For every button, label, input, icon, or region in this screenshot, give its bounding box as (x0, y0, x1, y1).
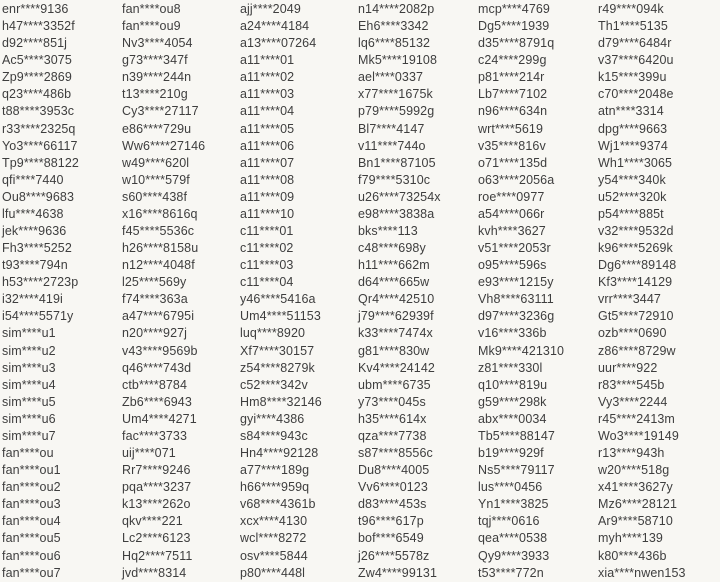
masked-user-id: uur****922 (598, 360, 658, 375)
masked-user-id: Dg5****1939 (478, 19, 550, 34)
masked-user-id: l25****569y (122, 275, 187, 290)
masked-user-id: Vy3****2244 (598, 394, 668, 409)
masked-user-id: c48****698y (358, 241, 426, 256)
masked-user-id: Cy3****27117 (122, 104, 199, 119)
masked-user-id: lus****0456 (478, 480, 543, 495)
masked-user-id: p81****214r (478, 70, 545, 85)
masked-user-id: x16****8616q (122, 206, 198, 221)
masked-user-id: x41****3627y (598, 480, 673, 495)
masked-user-id: Tb5****88147 (478, 428, 555, 443)
masked-user-id: fan****ou7 (2, 565, 61, 580)
masked-user-id: h53****2723p (2, 275, 79, 290)
masked-user-id: fan****ou4 (2, 514, 61, 529)
masked-user-id: v16****336b (478, 326, 547, 341)
masked-user-id: Ww6****27146 (122, 138, 206, 153)
masked-user-id: Hq2****7511 (122, 548, 193, 563)
masked-user-id: s60****438f (122, 189, 188, 204)
masked-user-id: Qr4****42510 (358, 292, 435, 307)
user-id-column-1 (0, 1, 120, 582)
masked-user-id: osv****5844 (240, 548, 308, 563)
masked-user-id: fan****ou3 (2, 497, 61, 512)
masked-user-id: f74****363a (122, 292, 188, 307)
masked-user-id: r45****2413m (598, 411, 675, 426)
masked-user-id: bof****6549 (358, 531, 424, 546)
masked-user-id: n39****244n (122, 70, 192, 85)
masked-user-id: Lb7****7102 (478, 87, 548, 102)
masked-user-id: enr****9136 (2, 2, 69, 16)
masked-user-id: Eh6****3342 (358, 19, 429, 34)
masked-user-id: Th1****5135 (598, 19, 668, 34)
masked-user-id: k80****436b (598, 548, 667, 563)
masked-user-id: Zw4****99131 (358, 565, 438, 580)
masked-user-id: b19****929f (478, 446, 544, 461)
masked-user-id: fan****ou8 (122, 2, 181, 16)
masked-user-id: ozb****0690 (598, 326, 667, 341)
masked-user-id: kvh****3627 (478, 224, 546, 239)
masked-user-id: y46****5416a (240, 292, 316, 307)
masked-user-id: Bl7****4147 (358, 121, 425, 136)
masked-user-id: a24****4184 (240, 19, 310, 34)
masked-user-id: q23****486b (2, 87, 72, 102)
masked-user-id: Kv4****24142 (358, 360, 435, 375)
masked-user-id: vrr****3447 (598, 292, 661, 307)
masked-user-id: v32****9532d (598, 224, 674, 239)
masked-user-id: wrt****5619 (478, 121, 544, 136)
masked-user-id: a11****01 (240, 53, 295, 68)
masked-user-id: Zp9****2869 (2, 70, 72, 85)
masked-user-id: abx****0034 (478, 411, 547, 426)
masked-user-id: w49****620l (122, 155, 190, 170)
masked-user-id: sim****u3 (2, 360, 56, 375)
masked-user-id: gyi****4386 (240, 411, 305, 426)
masked-user-id: jek****9636 (2, 224, 67, 239)
masked-user-id: Ns5****79117 (478, 463, 555, 478)
masked-user-id: v11****744o (358, 138, 426, 153)
masked-user-id: a11****08 (240, 172, 295, 187)
masked-user-id: w10****579f (122, 172, 190, 187)
masked-user-id: Bn1****87105 (358, 155, 436, 170)
masked-user-id: a54****066r (478, 206, 545, 221)
masked-user-id: h66****959q (240, 480, 310, 495)
masked-user-id: e98****3838a (358, 206, 435, 221)
masked-user-id: Kf3****14129 (598, 275, 673, 290)
masked-user-id: o63****2056a (478, 172, 555, 187)
masked-user-id: c11****01 (240, 224, 294, 239)
masked-user-id: r49****094k (598, 2, 664, 16)
masked-user-id: mcp****4769 (478, 2, 550, 16)
masked-user-id: s87****8556c (358, 446, 433, 461)
masked-user-id: fan****ou6 (2, 548, 61, 563)
masked-user-id: v37****6420u (598, 53, 674, 68)
masked-user-id: Du8****4005 (358, 463, 430, 478)
masked-user-id: z81****330l (478, 360, 543, 375)
user-id-column-5 (476, 1, 596, 582)
masked-user-id: j79****62939f (358, 309, 434, 324)
masked-user-id: Xf7****30157 (240, 343, 315, 358)
masked-user-id: jvd****8314 (122, 565, 187, 580)
masked-user-id: qza****7738 (358, 428, 427, 443)
masked-user-id: Yn1****3825 (478, 497, 549, 512)
masked-user-id: s84****943c (240, 428, 308, 443)
masked-user-id: c24****299g (478, 53, 547, 68)
masked-user-id: Vv6****0123 (358, 480, 428, 495)
masked-user-id: p79****5992g (358, 104, 435, 119)
masked-user-id: Qy9****3933 (478, 548, 550, 563)
masked-user-id: y54****340k (598, 172, 666, 187)
masked-user-id: t96****617p (358, 514, 424, 529)
masked-user-id: fan****ou1 (2, 463, 61, 478)
masked-user-id: Dg6****89148 (598, 258, 677, 273)
masked-user-id: sim****u2 (2, 343, 56, 358)
masked-user-id: c11****04 (240, 275, 294, 290)
masked-user-id: ajj****2049 (240, 2, 301, 16)
masked-user-id: i32****419i (2, 292, 63, 307)
masked-user-id: qkv****221 (122, 514, 183, 529)
masked-user-id: Mz6****28121 (598, 497, 678, 512)
masked-user-id: sim****u1 (2, 326, 56, 341)
masked-user-id: roe****0977 (478, 189, 545, 204)
masked-user-id: xcx****4130 (240, 514, 308, 529)
masked-user-id: z54****8279k (240, 360, 315, 375)
masked-user-id: Wj1****9374 (598, 138, 668, 153)
masked-user-id: n12****4048f (122, 258, 195, 273)
masked-user-id: c11****03 (240, 258, 294, 273)
masked-user-id: k96****5269k (598, 241, 673, 256)
masked-user-id: Mk5****19108 (358, 53, 438, 68)
masked-user-id: fan****ou5 (2, 531, 61, 546)
masked-user-id: v43****9569b (122, 343, 198, 358)
masked-user-id: t53****772n (478, 565, 544, 580)
masked-user-id: fan****ou9 (122, 19, 181, 34)
masked-user-id: o71****135d (478, 155, 548, 170)
masked-user-id: d83****453s (358, 497, 427, 512)
masked-user-id: a11****10 (240, 206, 295, 221)
masked-user-id: f45****5536c (122, 224, 195, 239)
masked-user-id: u52****320k (598, 189, 667, 204)
masked-user-id: qfi****7440 (2, 172, 64, 187)
masked-user-id: uij****071 (122, 446, 176, 461)
masked-user-id: q46****743d (122, 360, 192, 375)
masked-user-id: sim****u6 (2, 411, 56, 426)
masked-user-id: qea****0538 (478, 531, 548, 546)
masked-user-id: Mk9****421310 (478, 343, 565, 358)
masked-user-id: Wh1****3065 (598, 155, 673, 170)
masked-user-id: i54****5571y (2, 309, 74, 324)
masked-user-id: z86****8729w (598, 343, 676, 358)
masked-user-id: g59****298k (478, 394, 547, 409)
masked-user-id: d35****8791q (478, 36, 555, 51)
masked-user-id: g81****830w (358, 343, 430, 358)
masked-user-id: n96****634n (478, 104, 548, 119)
masked-user-id: a11****03 (240, 87, 295, 102)
masked-user-id: r83****545b (598, 377, 665, 392)
masked-user-id: d64****665w (358, 275, 430, 290)
masked-user-id: luq****8920 (240, 326, 306, 341)
masked-user-id: atn****3314 (598, 104, 664, 119)
masked-user-id: a13****07264 (240, 36, 317, 51)
masked-user-id: v51****2053r (478, 241, 551, 256)
user-id-column-2 (120, 1, 238, 582)
masked-user-id: Gt5****72910 (598, 309, 674, 324)
masked-user-id: Hm8****32146 (240, 394, 322, 409)
masked-user-id: n20****927j (122, 326, 188, 341)
masked-user-id: y73****045s (358, 394, 426, 409)
masked-user-id: Hn4****92128 (240, 446, 319, 461)
masked-user-id: c70****2048e (598, 87, 674, 102)
masked-user-id: sim****u7 (2, 428, 56, 443)
masked-user-id: Vh8****63111 (478, 292, 554, 307)
masked-user-id: d97****3236g (478, 309, 555, 324)
masked-user-id: ael****0337 (358, 70, 424, 85)
user-id-column-3 (238, 1, 356, 582)
masked-user-id: q10****819u (478, 377, 548, 392)
masked-user-id: f79****5310c (358, 172, 431, 187)
masked-user-id: a47****6795i (122, 309, 195, 324)
masked-user-id: k13****262o (122, 497, 191, 512)
masked-user-id: a11****07 (240, 155, 295, 170)
masked-user-id: dpg****9663 (598, 121, 668, 136)
masked-user-id: a11****09 (240, 189, 295, 204)
masked-user-id: Rr7****9246 (122, 463, 191, 478)
masked-user-id: Um4****51153 (240, 309, 321, 324)
masked-user-id: lq6****85132 (358, 36, 431, 51)
masked-user-id: t88****3953c (2, 104, 75, 119)
masked-user-id: Lc2****6123 (122, 531, 191, 546)
masked-user-id: h35****614x (358, 411, 427, 426)
masked-user-id: n14****2082p (358, 2, 435, 16)
masked-user-id: fan****ou (2, 446, 54, 461)
masked-user-id: a77****189g (240, 463, 310, 478)
masked-user-id: wcl****8272 (240, 531, 307, 546)
masked-user-id: Wo3****19149 (598, 428, 679, 443)
masked-user-id: Nv3****4054 (122, 36, 193, 51)
masked-user-id: Fh3****5252 (2, 241, 72, 256)
masked-user-id: r13****943h (598, 446, 665, 461)
masked-user-id: pqa****3237 (122, 480, 192, 495)
masked-user-id: t93****794n (2, 258, 68, 273)
masked-user-id: fan****ou2 (2, 480, 61, 495)
masked-user-id: Ac5****3075 (2, 53, 72, 68)
masked-user-id: g73****347f (122, 53, 188, 68)
masked-user-id: Ou8****9683 (2, 189, 74, 204)
masked-user-id: sim****u5 (2, 394, 56, 409)
masked-user-id: tqj****0616 (478, 514, 540, 529)
masked-user-id: Um4****4271 (122, 411, 197, 426)
masked-user-id: d92****851j (2, 36, 68, 51)
masked-user-id: u26****73254x (358, 189, 441, 204)
masked-user-id: a11****04 (240, 104, 295, 119)
masked-user-id: e93****1215y (478, 275, 554, 290)
masked-user-id: v35****816v (478, 138, 546, 153)
masked-user-id: Zb6****6943 (122, 394, 192, 409)
masked-user-id: j26****5578z (358, 548, 430, 563)
masked-user-id: v68****4361b (240, 497, 316, 512)
masked-user-id: fac****3733 (122, 428, 188, 443)
masked-user-id: p54****885t (598, 206, 664, 221)
masked-user-id: d79****6484r (598, 36, 672, 51)
masked-user-id: Ar9****58710 (598, 514, 673, 529)
masked-user-id: x77****1675k (358, 87, 433, 102)
masked-user-id: lfu****4638 (2, 206, 64, 221)
masked-user-id: h47****3352f (2, 19, 75, 34)
user-id-column-6 (596, 1, 720, 582)
masked-user-id: xia****nwen153 (598, 565, 686, 580)
masked-user-id: ctb****8784 (122, 377, 188, 392)
masked-user-id: myh****139 (598, 531, 663, 546)
masked-user-id: k15****399u (598, 70, 667, 85)
masked-user-id: r33****2325q (2, 121, 76, 136)
masked-user-id: ubm****6735 (358, 377, 431, 392)
masked-user-id: w20****518g (598, 463, 670, 478)
masked-user-id: o95****596s (478, 258, 547, 273)
masked-user-id: bks****113 (358, 224, 418, 239)
masked-user-id: t13****210g (122, 87, 188, 102)
masked-user-id: a11****06 (240, 138, 295, 153)
masked-user-id: Tp9****88122 (2, 155, 79, 170)
masked-user-id: e86****729u (122, 121, 192, 136)
masked-user-id: k33****7474x (358, 326, 433, 341)
masked-user-id: a11****02 (240, 70, 295, 85)
masked-user-id: c52****342v (240, 377, 308, 392)
user-id-column-4 (356, 1, 476, 582)
masked-user-id: sim****u4 (2, 377, 56, 392)
masked-user-id: a11****05 (240, 121, 295, 136)
masked-user-id: p80****448l (240, 565, 306, 580)
masked-user-id: Yo3****66117 (2, 138, 78, 153)
masked-user-id: h11****662m (358, 258, 430, 273)
masked-user-id: c11****02 (240, 241, 294, 256)
masked-user-id: h26****8158u (122, 241, 199, 256)
